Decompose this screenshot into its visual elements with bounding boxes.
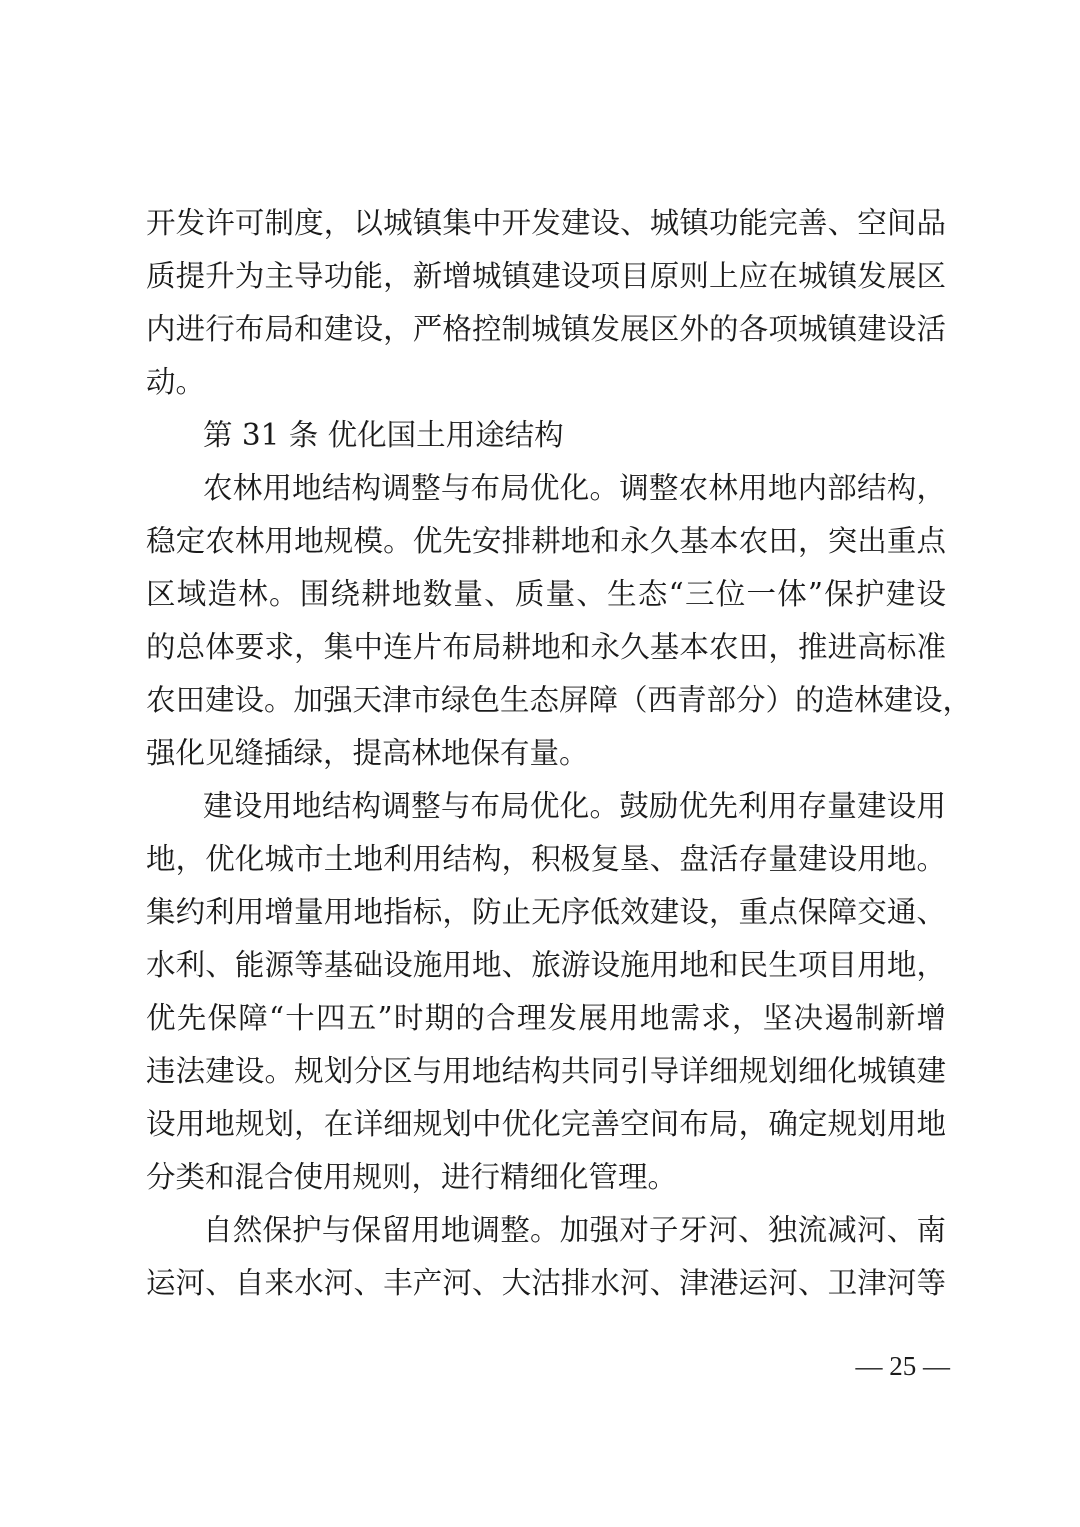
text-line-1: 开发许可制度，以城镇集中开发建设、城镇功能完善、空间品 <box>146 206 946 240</box>
text-line-10: 农田建设。加强天津市绿色生态屏障（西青部分）的造林建设， <box>146 683 973 717</box>
text-line-8: 区域造林。围绕耕地数量、质量、生态“三位一体”保护建设 <box>146 577 946 611</box>
text-line-2: 质提升为主导功能，新增城镇建设项目原则上应在城镇发展区 <box>146 259 946 293</box>
text-line-9: 的总体要求，集中连片布局耕地和永久基本农田，推进高标准 <box>146 630 946 664</box>
text-line-15: 水利、能源等基础设施用地、旅游设施用地和民生项目用地， <box>146 948 946 982</box>
text-line-16: 优先保障“十四五”时期的合理发展用地需求，坚决遏制新增 <box>146 1001 946 1035</box>
text-line-11: 强化见缝插绿，提高林地保有量。 <box>146 736 589 770</box>
text-line-6: 农林用地结构调整与布局优化。调整农林用地内部结构， <box>203 471 946 505</box>
text-line-13: 地，优化城市土地利用结构，积极复垦、盘活存量建设用地。 <box>146 842 946 876</box>
text-line-21: 运河、自来水河、丰产河、大沽排水河、津港运河、卫津河等 <box>146 1266 946 1300</box>
text-line-4: 动。 <box>146 365 206 399</box>
text-line-20: 自然保护与保留用地调整。加强对子牙河、独流减河、南 <box>203 1213 946 1247</box>
page-number: — 25 — <box>855 1351 950 1381</box>
text-line-17: 违法建设。规划分区与用地结构共同引导详细规划细化城镇建 <box>146 1054 946 1088</box>
text-line-14: 集约利用增量用地指标，防止无序低效建设，重点保障交通、 <box>146 895 946 929</box>
text-line-19: 分类和混合使用规则，进行精细化管理。 <box>146 1160 678 1194</box>
text-line-7: 稳定农林用地规模。优先安排耕地和永久基本农田，突出重点 <box>146 524 946 558</box>
text-line-18: 设用地规划，在详细规划中优化完善空间布局，确定规划用地 <box>146 1107 946 1141</box>
text-line-3: 内进行布局和建设，严格控制城镇发展区外的各项城镇建设活 <box>146 312 946 346</box>
text-line-12: 建设用地结构调整与布局优化。鼓励优先利用存量建设用 <box>203 789 946 823</box>
article-heading: 第 31 条 优化国土用途结构 <box>203 418 564 452</box>
